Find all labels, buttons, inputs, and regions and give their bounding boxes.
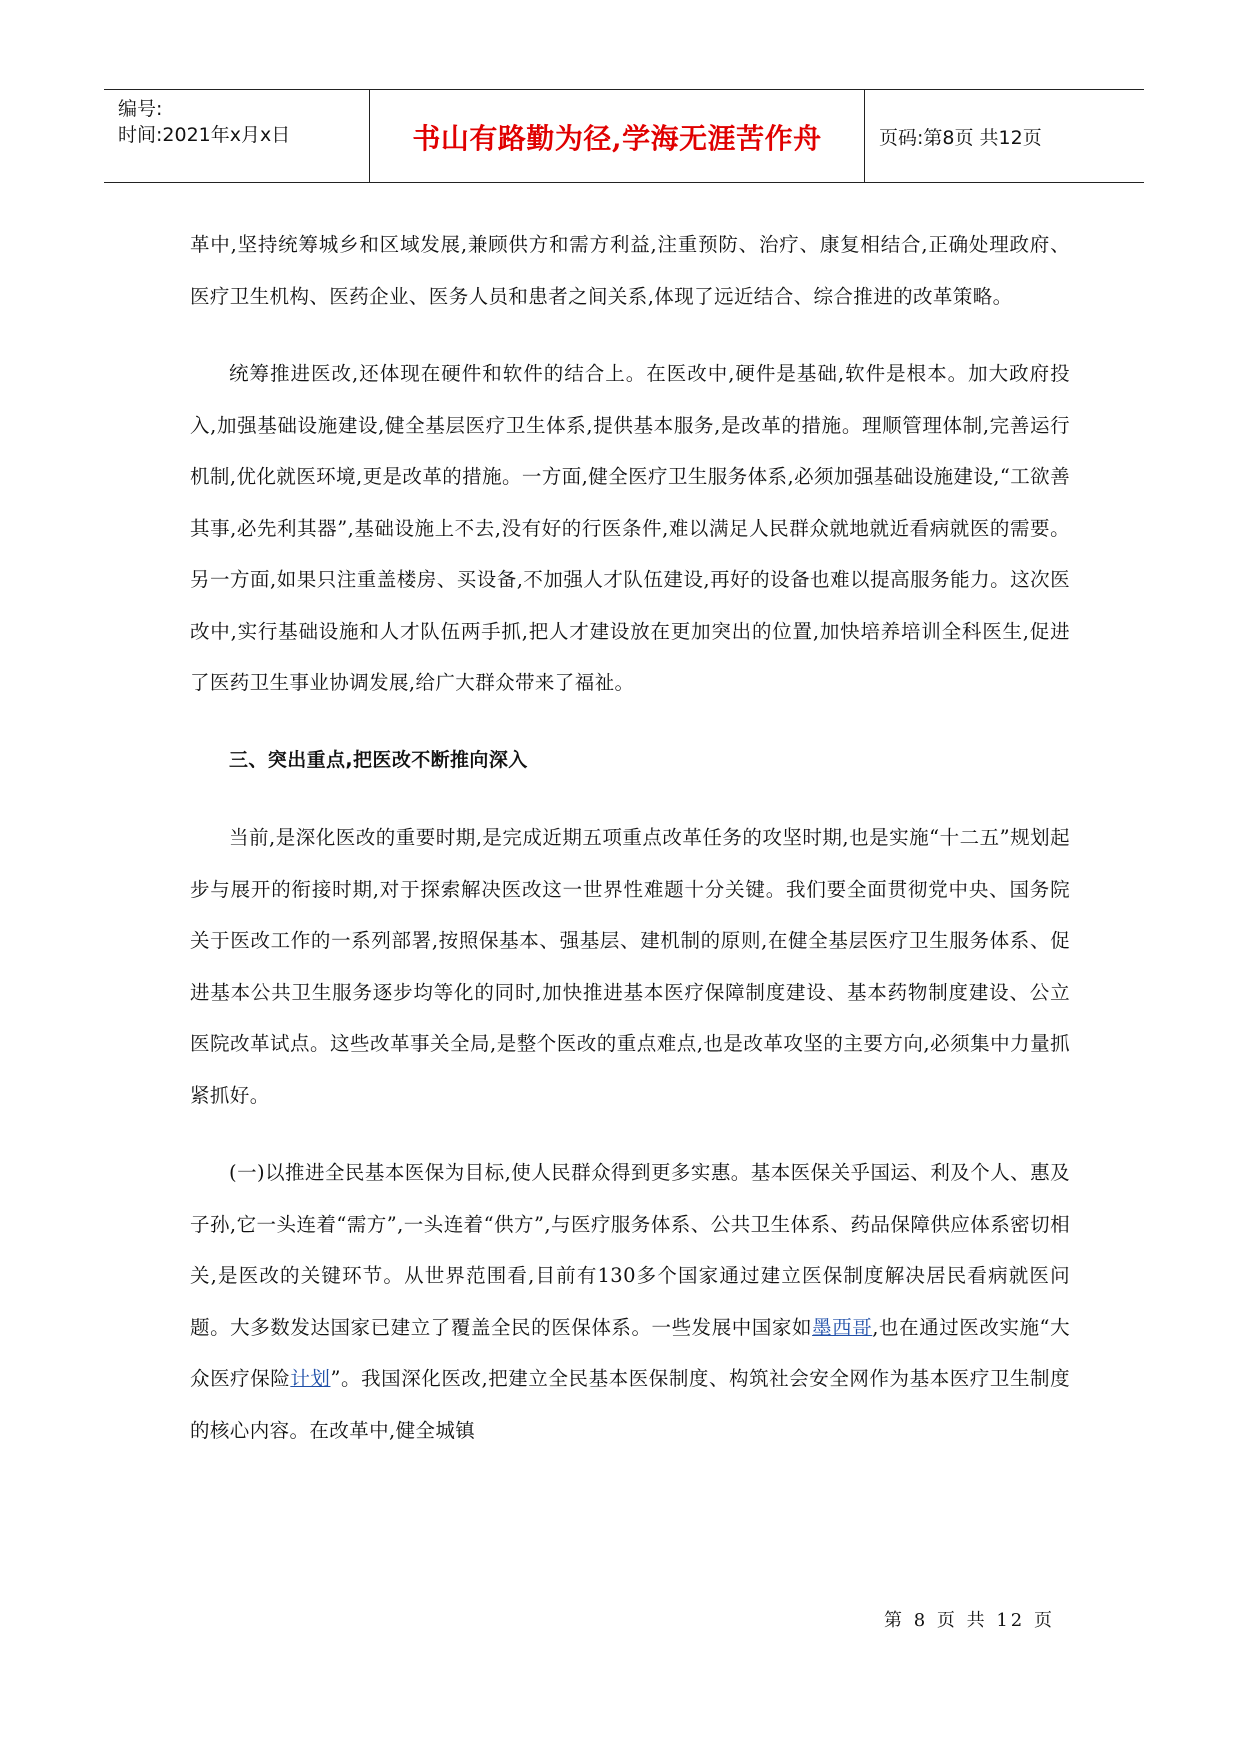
document-date: 时间:2021年x月x日 <box>118 124 291 146</box>
paragraph-4 <box>190 1147 1070 1456</box>
page-footer: 第 8 页 共 12 页 <box>884 1610 1055 1631</box>
header-info-cell <box>104 90 370 182</box>
link-mexico[interactable]: 墨西哥 <box>812 1315 873 1339</box>
page-code: 页码:第8页 共12页 <box>879 127 1042 149</box>
paragraph-2: 统筹推进医改,还体现在硬件和软件的结合上。在医改中,硬件是基础,软件是根本。加大政府投入,加强基础设施建设,健全基层医疗卫生体系,提供基本服务,是改革的措施。理顺管理体制,完善运行机制,优化就医环境,更是改革的措施。一方面,健全医疗卫生服务体系,必须加强基础设施建设,“工欲善其事,必先利其器”,基础设施上不去,没有好的行医条件,难以满足人民群众就地就近看病就医的需要。另一方面,如果只注重盖楼房、买设备,不加强人才队伍建设,再好的设备也难以提高服务能力。这次医改中,实行基础设施和人才队伍两手抓,把人才建设放在更加突出的位置,加快培养培训全科医生,促进了医药卫生事业协调发展,给广大群众带来了福祉。 <box>190 362 1070 694</box>
link-plan[interactable]: 计划 <box>290 1367 331 1390</box>
paragraph-4-text-c: ”。我国深化医改,把建立全民基本医保制度、构筑社会安全网作为基本医疗卫生制度的核心内容。在改革中,健全城镇 <box>190 1367 1070 1442</box>
section-heading: 三、突出重点,把医改不断推向深入 <box>229 748 528 771</box>
paragraph-4-text-b: ,也在通过医改实施“大众医疗保险 <box>190 1315 1070 1390</box>
paragraph-4-text-a: (一)以推进全民基本医保为目标,使人民群众得到更多实惠。基本医保关乎国运、利及个人、惠及子孙,它一头连着“需方”,一头连着“供方”,与医疗服务体系、公共卫生体系、药品保障供应体系密切相关,是医改的关键环节。从世界范围看,目前有130多个国家通过建立医保制度解决居民看病就医问题。大多数发达国家已建立了覆盖全民的医保体系。一些发展中国家如 <box>190 1161 1070 1339</box>
header-motto-cell <box>370 90 865 182</box>
document-body <box>190 219 1070 1456</box>
document-number-label: 编号: <box>118 98 163 120</box>
header-page-cell <box>865 90 1144 182</box>
paragraph-1: 革中,坚持统筹城乡和区域发展,兼顾供方和需方利益,注重预防、治疗、康复相结合,正确处理政府、医疗卫生机构、医药企业、医务人员和患者之间关系,体现了远近结合、综合推进的改革策略。 <box>190 233 1070 308</box>
page-header <box>104 89 1144 183</box>
paragraph-3: 当前,是深化医改的重要时期,是完成近期五项重点改革任务的攻坚时期,也是实施“十二五”规划起步与展开的衔接时期,对于探索解决医改这一世界性难题十分关键。我们要全面贯彻党中央、国务院关于医改工作的一系列部署,按照保基本、强基层、建机制的原则,在健全基层医疗卫生服务体系、促进基本公共卫生服务逐步均等化的同时,加快推进基本医疗保障制度建设、基本药物制度建设、公立医院改革试点。这些改革事关全局,是整个医改的重点难点,也是改革攻坚的主要方向,必须集中力量抓紧抓好。 <box>190 826 1070 1107</box>
motto: 书山有路勤为径,学海无涯苦作舟 <box>412 122 822 155</box>
